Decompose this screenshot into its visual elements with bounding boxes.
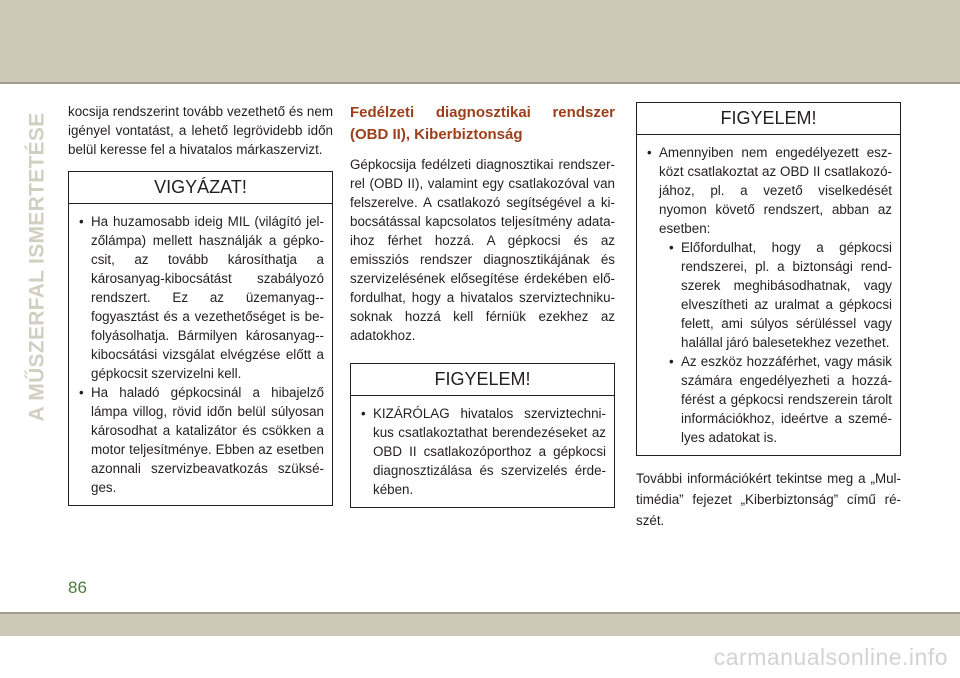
- column-2: [350, 102, 615, 508]
- more-info-paragraph: További információkért tekintse meg a „Mul-timédia” fejezet „Kiberbiztonság” című ré-szét.: [636, 471, 901, 528]
- column-3: [636, 102, 901, 531]
- warning-item: • KIZÁRÓLAG hivatalos szerviztechni-kus csatlakoztathat berendezéseket az OBD II csatlakozóporthoz a gépkocsi diagnosztizálása és szervizelés érde-kében.: [361, 404, 606, 499]
- warning-box-2-title: FIGYELEM!: [637, 103, 900, 135]
- warning-item: [647, 143, 892, 447]
- watermark-text: carmanualsonline.info: [713, 644, 948, 670]
- caution-box-title: VIGYÁZAT!: [69, 172, 332, 204]
- warning-sublist: [659, 238, 892, 447]
- warning-box-2: [636, 102, 901, 456]
- column-1: [68, 102, 333, 506]
- top-rule: [0, 82, 960, 84]
- top-band: [0, 0, 960, 82]
- caution-box: [68, 171, 333, 506]
- caution-item: • Ha haladó gépkocsinál a hibajelző lámpa villog, rövid időn belül súlyosan károsodhat a katalizátor és csökken a motor teljesítménye. Ebben az esetben azonnali szervizbeavatkozás szüksé-ges.: [79, 383, 324, 497]
- warning-subitem: • Előfordulhat, hogy a gépkocsi rendszerei, pl. a biztonsági rend-szerek meghibásodhatnak, vagy elveszítheti az uralmat a gépkocsi felett, ami súlyos sérüléssel vagy halállal járó balesetekhez vezethet.: [669, 238, 892, 352]
- caution-list: [69, 212, 332, 497]
- side-section-title: [25, 102, 51, 432]
- section-heading: Fedélzeti diagnosztikai rendszer (OBD II), Kiberbiztonság: [350, 104, 615, 143]
- side-section-title-text: A MŰSZERFAL ISMERTETÉSE: [26, 112, 49, 422]
- caution-item: • Ha huzamosabb ideig MIL (világító jel-zőlámpa) mellett használják a gépko-csit, az tovább károsíthatja a károsanyag-kibocsátást szabályozó rendszert. Ez az üzemanyag--fogyasztást és a vezethetőséget is be-folyásolhatja. Bármilyen károsanyag--kibocsátási vizsgálat elvégzése előtt a gépkocsit szervizelni kell.: [79, 212, 324, 383]
- intro-paragraph: kocsija rendszerint tovább vezethető és nem igényel vontatást, a lehető legrövidebb időn belül keresse fel a hivatalos márkaszervizt.: [68, 104, 333, 157]
- warning-list-2: [637, 143, 900, 447]
- page-number: 86: [68, 578, 87, 597]
- warning-item-text: Amennyiben nem engedélyezett esz-közt csatlakoztat az OBD II csatlakozó-jához, pl. a vezető viselkedését nyomon követő rendszert, abban az esetben:: [659, 145, 892, 236]
- warning-box-title: FIGYELEM!: [351, 364, 614, 396]
- bottom-band: [0, 614, 960, 636]
- watermark: [0, 644, 960, 674]
- warning-list: [351, 404, 614, 499]
- obd-paragraph: Gépkocsija fedélzeti diagnosztikai rendszer-rel (OBD II), valamint egy csatlakozóval van felszerelve. A csatlakozó segítségével a ki-bocsátással kapcsolatos teljesítmény adata-ihoz férhet hozzá. A gépkocsi és az emissziós rendszer diagnosztikájának és szervizelésének elősegítése érdekében elő-fordulhat, hogy a hivatalos szerviztechniku-soknak hozzá kell férniük ezekhez az adatokhoz.: [350, 157, 615, 343]
- warning-box: [350, 363, 615, 508]
- warning-subitem: • Az eszköz hozzáférhet, vagy másik számára engedélyezheti a hozzá-férést a gépkocsi rendszerein tárolt információkhoz, ideértve a szemé-lyes adatokat is.: [669, 352, 892, 447]
